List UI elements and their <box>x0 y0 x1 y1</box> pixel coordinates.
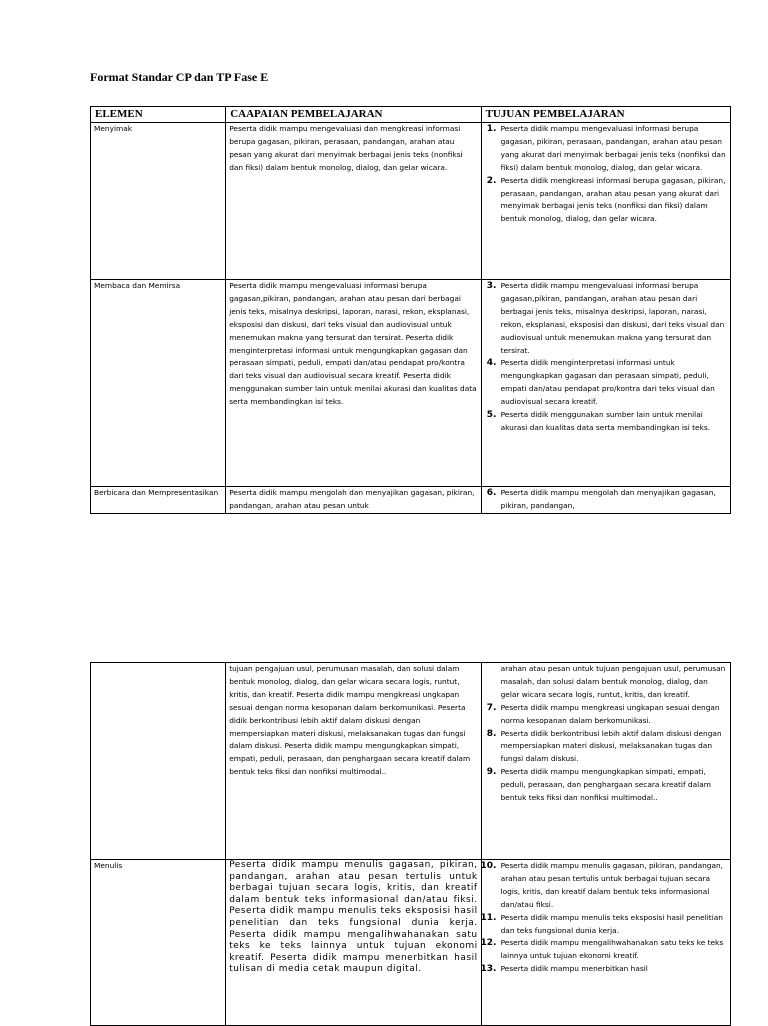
tp-item: 3. Peserta didik mampu mengevaluasi informasi berupa gagasan,pikiran, pandangan, arahan atau pesan dari berbagai jenis teks, misalnya deskripsi, laporan, narasi, rekon, eksplanasi, eksposisi dan diskusi, dari teks visual dan audiovisual untuk menemukan makna yang tersurat dan tersirat. <box>500 280 727 357</box>
table-header-row <box>91 107 731 123</box>
tp-cell <box>481 860 730 1026</box>
table-row-menyimak <box>91 123 731 280</box>
table-row-berbicara-continued <box>91 663 731 860</box>
tp-item: 12. Peserta didik mampu mengalihwahanakan satu teks ke teks lainnya untuk tujuan ekonomi kreatif. <box>500 937 727 963</box>
header-capaian-pembelajaran: CAAPAIAN PEMBELAJARAN <box>226 107 481 123</box>
tp-item: 10. Peserta didik mampu menulis gagasan, pikiran, pandangan, arahan atau pesan tertulis untuk berbagai tujuan secara logis, kritis, dan kreatif dalam bentuk teks informasional dan/atau fiksi. <box>500 860 727 912</box>
table-row-membaca-dan-memirsa <box>91 280 731 487</box>
cp-cell: tujuan pengajuan usul, perumusan masalah, dan solusi dalam bentuk monolog, dialog, dan gelar wicara secara logis, runtut, kritis, dan kreatif. Peserta didik mampu mengkreasi ungkapan sesuai dengan norma kesopanan dalam berkomunikasi. Peserta didik berkontribusi lebih aktif dalam diskusi dengan mempersiapkan materi diskusi, melaksanakan tugas dan fungsi dalam diskusi. Peserta didik mampu mengungkapkan simpati, empati, peduli, perasaan, dan penghargaan secara kreatif dalam bentuk teks fiksi dan nonfiksi multimodal.. <box>226 663 481 860</box>
tp-item: 8. Peserta didik berkontribusi lebih aktif dalam diskusi dengan mempersiapkan materi diskusi, melaksanakan tugas dan fungsi dalam diskusi. <box>500 728 727 767</box>
elemen-cell: Berbicara dan Mempresentasikan <box>91 487 226 514</box>
tp-item: 13. Peserta didik mampu menerbitkan hasil <box>500 963 727 976</box>
tp-list <box>485 123 727 226</box>
table-row-menulis <box>91 860 731 1026</box>
tp-cell <box>481 663 730 860</box>
elemen-cell <box>91 663 226 860</box>
tp-item: 6. Peserta didik mampu mengolah dan menyajikan gagasan, pikiran, pandangan, <box>500 487 727 513</box>
cp-tp-table-page-1 <box>90 106 731 514</box>
cp-cell: Peserta didik mampu menulis gagasan, pikiran, pandangan, arahan atau pesan tertulis untuk berbagai tujuan secara logis, kritis, dan kreatif dalam bentuk teks informasional dan/atau fiksi. Peserta didik mampu menulis teks eksposisi hasil penelitian dan teks fungsional dunia kerja. Peserta didik mampu mengalihwahanakan satu teks ke teks lainnya untuk tujuan ekonomi kreatif. Peserta didik mampu menerbitkan hasil tulisan di media cetak maupun digital. <box>226 860 481 1026</box>
elemen-cell: Menyimak <box>91 123 226 280</box>
header-elemen: ELEMEN <box>91 107 226 123</box>
tp-item: 9. Peserta didik mampu mengungkapkan simpati, empati, peduli, perasaan, dan penghargaan secara kreatif dalam bentuk teks fiksi dan nonfiksi multimodal.. <box>500 766 727 805</box>
tp-cell <box>481 487 730 514</box>
cp-cell: Peserta didik mampu mengolah dan menyajikan gagasan, pikiran, pandangan, arahan atau pesan untuk <box>226 487 481 514</box>
tp-list <box>485 487 727 513</box>
cp-tp-table-page-2 <box>90 662 731 1026</box>
elemen-cell: Menulis <box>91 860 226 1026</box>
table-row-berbicara-dan-mempresentasikan <box>91 487 731 514</box>
tp-item: 2. Peserta didik mengkreasi informasi berupa gagasan, pikiran, perasaan, pandangan, arahan atau pesan yang akurat dari menyimak berbagai jenis teks (nonfiksi dan fiksi) dalam bentuk monolog, dialog, dan gelar wicara. <box>500 175 727 227</box>
elemen-cell: Membaca dan Memirsa <box>91 280 226 487</box>
tp-list-continued <box>485 663 727 702</box>
cp-cell: Peserta didik mampu mengevaluasi dan mengkreasi informasi berupa gagasan, pikiran, perasaan, pandangan, arahan atau pesan yang akurat dari menyimak berbagai jenis teks (nonfiksi dan fiksi) dalam bentuk monolog, dialog, dan gelar wicara. <box>226 123 481 280</box>
tp-item-continued: arahan atau pesan untuk tujuan pengajuan usul, perumusan masalah, dan solusi dalam bentuk monolog, dialog, dan gelar wicara secara logis, runtut, kritis, dan kreatif. <box>500 664 726 699</box>
header-tujuan-pembelajaran: TUJUAN PEMBELAJARAN <box>481 107 730 123</box>
page-title: Format Standar CP dan TP Fase E <box>90 70 269 84</box>
tp-list <box>485 702 727 805</box>
tp-cell <box>481 280 730 487</box>
cp-cell: Peserta didik mampu mengevaluasi informasi berupa gagasan,pikiran, pandangan, arahan atau pesan dari berbagai jenis teks, misalnya deskripsi, laporan, narasi, rekon, eksplanasi, eksposisi dan diskusi, dari teks visual dan audiovisual untuk menemukan makna yang tersurat dan tersirat. Peserta didik menginterpretasi informasi untuk mengungkapkan gagasan dan perasaan simpati, peduli, empati dan/atau pendapat pro/kontra dari teks visual dan audiovisual secara kreatif. Peserta didik menggunakan sumber lain untuk menilai akurasi dan kualitas data serta membandingkan isi teks. <box>226 280 481 487</box>
tp-list <box>485 860 727 976</box>
tp-item: 5. Peserta didik menggunakan sumber lain untuk menilai akurasi dan kualitas data serta membandingkan isi teks. <box>500 409 727 435</box>
tp-item: 7. Peserta didik mampu mengkreasi ungkapan sesuai dengan norma kesopanan dalam berkomunikasi. <box>500 702 727 728</box>
tp-cell <box>481 123 730 280</box>
tp-list <box>485 280 727 435</box>
tp-item: 11. Peserta didik mampu menulis teks eksposisi hasil penelitian dan teks fungsional dunia kerja. <box>500 912 727 938</box>
tp-item: 1. Peserta didik mampu mengevaluasi informasi berupa gagasan, pikiran, perasaan, pandangan, arahan atau pesan yang akurat dari menyimak berbagai jenis teks (nonfiksi dan fiksi) dalam bentuk monolog, dialog, dan gelar wicara. <box>500 123 727 175</box>
tp-item: 4. Peserta didik menginterpretasi informasi untuk mengungkapkan gagasan dan perasaan simpati, peduli, empati dan/atau pendapat pro/kontra dari teks visual dan audiovisual secara kreatif. <box>500 357 727 409</box>
